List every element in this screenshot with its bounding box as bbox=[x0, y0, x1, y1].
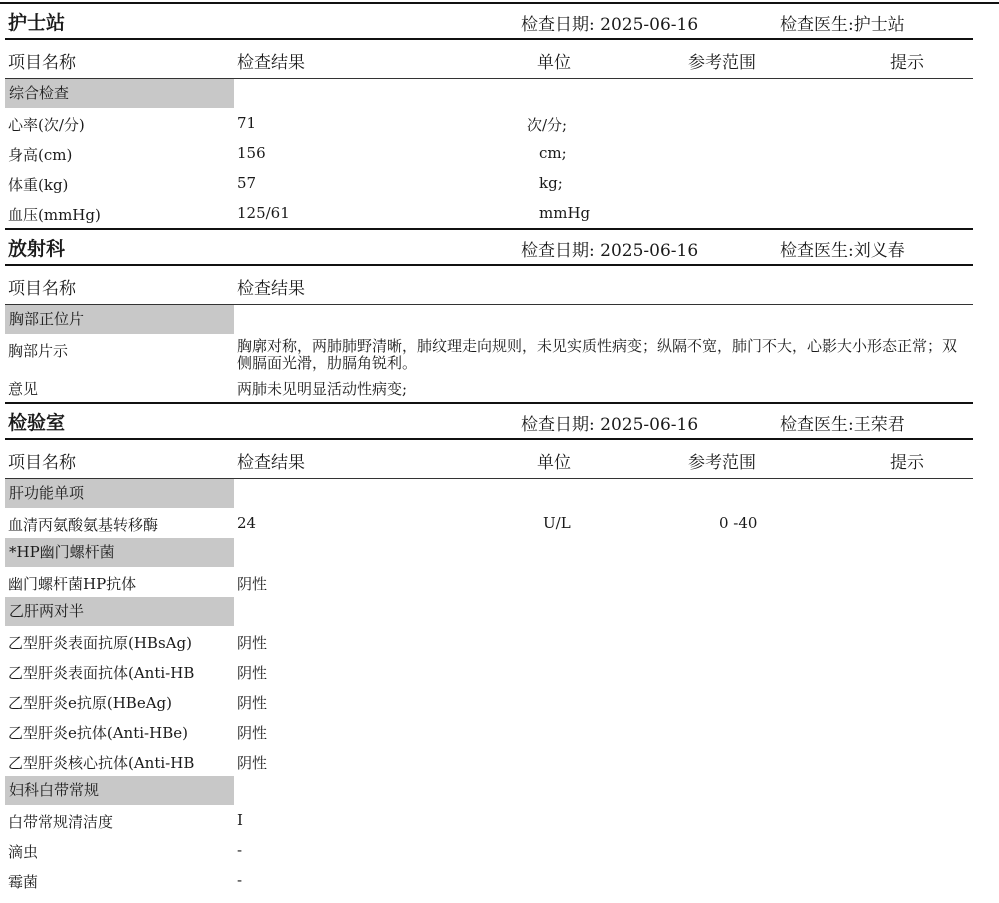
group-header bbox=[5, 776, 973, 805]
col-reference-range: 参考范围 bbox=[688, 453, 756, 473]
item-result: 阴性 bbox=[237, 634, 268, 652]
col-hint: 提示 bbox=[890, 53, 924, 73]
group-name: *HP幽门螺杆菌 bbox=[5, 538, 234, 567]
group-header bbox=[5, 79, 973, 108]
table-row bbox=[5, 835, 973, 865]
column-header-row bbox=[5, 440, 973, 479]
group-name: 肝功能单项 bbox=[5, 479, 234, 508]
item-name: 霉菌 bbox=[8, 873, 39, 891]
exam-date bbox=[521, 10, 698, 35]
table-row bbox=[5, 508, 973, 538]
item-name: 血压(mmHg) bbox=[8, 206, 101, 224]
column-header-row bbox=[5, 40, 973, 79]
item-result: 阴性 bbox=[237, 694, 268, 712]
table-row bbox=[5, 108, 973, 138]
exam-date-value: 2025-06-16 bbox=[600, 15, 699, 35]
item-result: 71 bbox=[237, 114, 257, 132]
table-row bbox=[5, 198, 973, 228]
item-name: 白带常规清洁度 bbox=[8, 813, 114, 831]
report-page bbox=[5, 4, 973, 895]
item-result: I bbox=[237, 811, 243, 829]
table-row bbox=[5, 334, 973, 374]
group-name: 妇科白带常规 bbox=[5, 776, 234, 805]
col-unit: 单位 bbox=[537, 53, 571, 73]
col-item-name: 项目名称 bbox=[8, 453, 76, 473]
item-result: 125/61 bbox=[237, 204, 290, 222]
group-header bbox=[5, 305, 973, 334]
table-row bbox=[5, 374, 973, 402]
item-result: 阴性 bbox=[237, 575, 268, 593]
column-header-row bbox=[5, 266, 973, 305]
exam-doctor-value: 护士站 bbox=[853, 15, 905, 35]
exam-doctor bbox=[780, 410, 905, 435]
col-reference-range: 参考范围 bbox=[688, 53, 756, 73]
item-name: 身高(cm) bbox=[8, 146, 73, 164]
item-result: 阴性 bbox=[237, 754, 268, 772]
col-item-name: 项目名称 bbox=[8, 53, 76, 73]
exam-date-value: 2025-06-16 bbox=[600, 241, 699, 261]
col-hint: 提示 bbox=[890, 453, 924, 473]
item-reference-range: 0 -40 bbox=[719, 514, 758, 532]
section-header-laboratory bbox=[5, 402, 973, 440]
item-result: 24 bbox=[237, 514, 257, 532]
section-header-radiology bbox=[5, 228, 973, 266]
section-title: 放射科 bbox=[8, 238, 66, 260]
item-name: 乙型肝炎e抗原(HBeAg) bbox=[8, 694, 172, 712]
exam-doctor-label: 检查医生: bbox=[780, 15, 854, 35]
group-header bbox=[5, 597, 973, 626]
item-unit: kg; bbox=[539, 174, 563, 192]
table-row bbox=[5, 567, 973, 597]
item-result: - bbox=[237, 841, 243, 859]
col-unit: 单位 bbox=[537, 453, 571, 473]
item-name: 心率(次/分) bbox=[8, 116, 85, 134]
section-header-nurse-station bbox=[5, 4, 973, 40]
item-result: 156 bbox=[237, 144, 266, 162]
item-unit: U/L bbox=[543, 514, 571, 532]
item-name: 乙型肝炎e抗体(Anti-HBe) bbox=[8, 724, 188, 742]
item-result: 57 bbox=[237, 174, 257, 192]
table-row bbox=[5, 716, 973, 746]
col-result: 检查结果 bbox=[237, 453, 305, 473]
item-result: 胸廓对称，两肺肺野清晰，肺纹理走向规则，未见实质性病变；纵隔不宽，肺门不大，心影大小形态正常；双侧膈面光滑，肋膈角锐利。 bbox=[237, 337, 958, 372]
item-name: 胸部片示 bbox=[8, 342, 69, 360]
table-row bbox=[5, 168, 973, 198]
item-name: 体重(kg) bbox=[8, 176, 69, 194]
item-name: 乙型肝炎核心抗体(Anti-HB bbox=[8, 754, 195, 772]
item-unit: mmHg bbox=[539, 204, 591, 222]
item-unit: 次/分; bbox=[527, 116, 568, 134]
item-name: 血清丙氨酸氨基转移酶 bbox=[8, 516, 159, 534]
item-result: - bbox=[237, 871, 243, 889]
table-row bbox=[5, 865, 973, 895]
item-result: 两肺未见明显活动性病变; bbox=[237, 380, 408, 398]
exam-doctor-value: 刘义春 bbox=[853, 241, 905, 261]
item-name: 乙型肝炎表面抗体(Anti-HB bbox=[8, 664, 195, 682]
group-name: 乙肝两对半 bbox=[5, 597, 234, 626]
item-result: 阴性 bbox=[237, 664, 268, 682]
exam-date bbox=[521, 410, 698, 435]
col-item-name: 项目名称 bbox=[8, 279, 76, 299]
group-header bbox=[5, 538, 973, 567]
exam-date-label: 检查日期: bbox=[521, 15, 595, 35]
table-row bbox=[5, 626, 973, 656]
item-name: 乙型肝炎表面抗原(HBsAg) bbox=[8, 634, 192, 652]
group-name: 综合检查 bbox=[5, 79, 234, 108]
item-result: 阴性 bbox=[237, 724, 268, 742]
exam-date bbox=[521, 236, 698, 261]
col-result: 检查结果 bbox=[237, 53, 305, 73]
col-result: 检查结果 bbox=[237, 279, 305, 299]
exam-doctor-value: 王荣君 bbox=[853, 415, 905, 435]
section-title: 护士站 bbox=[8, 12, 66, 34]
table-row bbox=[5, 656, 973, 686]
item-unit: cm; bbox=[539, 144, 567, 162]
exam-doctor-label: 检查医生: bbox=[780, 415, 854, 435]
item-name: 意见 bbox=[8, 380, 39, 398]
exam-date-label: 检查日期: bbox=[521, 415, 595, 435]
exam-doctor bbox=[780, 236, 905, 261]
group-name: 胸部正位片 bbox=[5, 305, 234, 334]
table-row bbox=[5, 746, 973, 776]
table-row bbox=[5, 138, 973, 168]
table-row bbox=[5, 805, 973, 835]
item-name: 滴虫 bbox=[8, 843, 39, 861]
section-title: 检验室 bbox=[8, 412, 66, 434]
exam-doctor bbox=[780, 10, 905, 35]
item-name: 幽门螺杆菌HP抗体 bbox=[8, 575, 137, 593]
exam-doctor-label: 检查医生: bbox=[780, 241, 854, 261]
group-header bbox=[5, 479, 973, 508]
table-row bbox=[5, 686, 973, 716]
exam-date-label: 检查日期: bbox=[521, 241, 595, 261]
exam-date-value: 2025-06-16 bbox=[600, 415, 699, 435]
